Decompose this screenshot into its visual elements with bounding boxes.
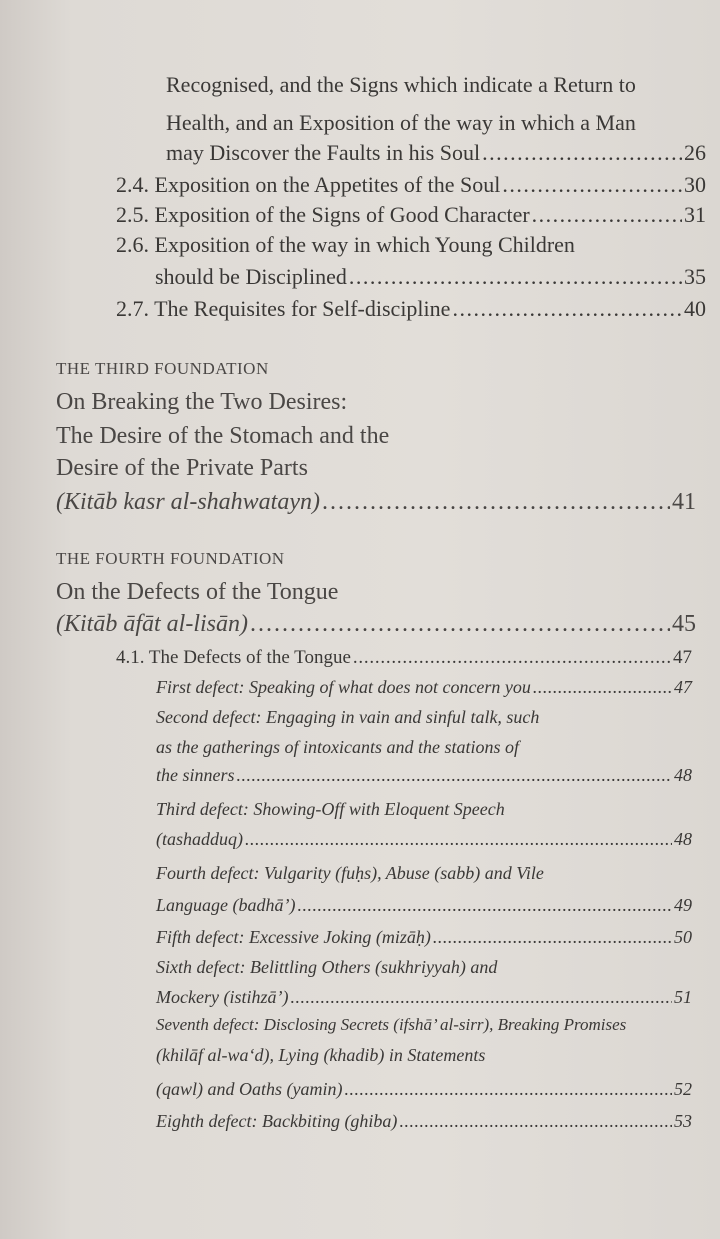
- defect-2-line1[interactable]: Second defect: Engaging in vain and sinful talk, such: [156, 707, 540, 727]
- dot-leader: [452, 298, 682, 320]
- dot-leader: [433, 928, 672, 946]
- toc-entry-text: Mockery (istihzā’): [156, 987, 289, 1007]
- dot-leader: [533, 678, 672, 696]
- dot-leader: [502, 174, 682, 196]
- third-foundation-title-3: Desire of the Private Parts: [56, 455, 308, 481]
- arabic-title: (Kitāb āfāt al-lisān): [56, 611, 248, 637]
- toc-entry-defect-6[interactable]: [156, 988, 692, 1006]
- toc-entry-text: 2.7. The Requisites for Self-discipline: [116, 296, 451, 321]
- defect-4-line1[interactable]: Fourth defect: Vulgarity (fuḥs), Abuse (sabb) and Vile: [156, 863, 544, 883]
- toc-entry-2-7[interactable]: [116, 298, 706, 320]
- page-number: 31: [684, 202, 706, 227]
- toc-entry-text: Fifth defect: Excessive Joking (mizāḥ): [156, 927, 431, 947]
- page-number: 47: [673, 647, 692, 668]
- dot-leader: [290, 988, 672, 1006]
- page-number: 48: [674, 765, 692, 785]
- third-foundation-label: THE THIRD FOUNDATION: [56, 359, 269, 378]
- toc-entry-2-4[interactable]: [116, 174, 706, 196]
- toc-entry-text: (qawl) and Oaths (yamin): [156, 1079, 343, 1099]
- intro-line-2: Health, and an Exposition of the way in which a Man: [166, 110, 636, 135]
- toc-entry-text: may Discover the Faults in his Soul: [166, 140, 481, 165]
- toc-entry-defect-4[interactable]: [156, 896, 692, 914]
- page-number: 26: [684, 140, 706, 165]
- defect-3-line1[interactable]: Third defect: Showing-Off with Eloquent Speech: [156, 799, 505, 819]
- page-number: 48: [674, 829, 692, 849]
- toc-entry-text: (tashadduq): [156, 829, 243, 849]
- dot-leader: [297, 896, 672, 914]
- toc-entry-text: Eighth defect: Backbiting (ghiba): [156, 1111, 398, 1131]
- toc-entry-text: 2.4. Exposition on the Appetites of the Soul: [116, 172, 501, 197]
- toc-entry-defect-2[interactable]: [156, 766, 692, 784]
- fourth-foundation-title: On the Defects of the Tongue: [56, 579, 339, 605]
- page-number: 53: [674, 1111, 692, 1131]
- dot-leader: [245, 830, 672, 848]
- defect-6-line1[interactable]: Sixth defect: Belittling Others (sukhriyyah) and: [156, 957, 498, 977]
- dot-leader: [399, 1112, 672, 1130]
- toc-entry-text: Language (badhā’): [156, 895, 296, 915]
- page-number: 49: [674, 895, 692, 915]
- toc-entry-text: the sinners: [156, 765, 235, 785]
- toc-entry-4-1[interactable]: [116, 648, 692, 667]
- toc-entry-2-6-line1[interactable]: 2.6. Exposition of the way in which Young Children: [116, 232, 575, 257]
- defect-7-line1[interactable]: Seventh defect: Disclosing Secrets (ifshā’ al-sirr), Breaking Promises: [156, 1015, 627, 1034]
- page-number: 41: [672, 489, 696, 515]
- toc-entry-text: should be Disciplined: [155, 264, 347, 289]
- page-number: 47: [674, 677, 692, 697]
- toc-entry-third-foundation[interactable]: [56, 490, 696, 514]
- dot-leader: [344, 1080, 672, 1098]
- toc-entry-defect-3[interactable]: [156, 830, 692, 848]
- dot-leader: [532, 204, 682, 226]
- arabic-title: (Kitāb kasr al-shahwatayn): [56, 489, 320, 515]
- page-number: 45: [672, 611, 696, 637]
- page-number: 30: [684, 172, 706, 197]
- defect-7-line2[interactable]: (khilāf al-wa‘d), Lying (khadib) in Statements: [156, 1045, 486, 1065]
- dot-leader: [482, 142, 682, 164]
- toc-entry-defect-7[interactable]: [156, 1080, 692, 1098]
- page-number: 40: [684, 296, 706, 321]
- toc-entry-text: 4.1. The Defects of the Tongue: [116, 647, 351, 668]
- toc-entry-defect-5[interactable]: [156, 928, 692, 946]
- toc-entry-text: 2.5. Exposition of the Signs of Good Character: [116, 202, 530, 227]
- dot-leader: [237, 766, 673, 784]
- defect-2-line2[interactable]: as the gatherings of intoxicants and the stations of: [156, 737, 519, 757]
- page-number: 52: [674, 1079, 692, 1099]
- toc-entry-text: First defect: Speaking of what does not concern you: [156, 677, 531, 697]
- toc-entry-fourth-foundation[interactable]: [56, 612, 696, 636]
- dot-leader: [353, 648, 671, 667]
- third-foundation-title-1: On Breaking the Two Desires:: [56, 389, 348, 415]
- page-number: 51: [674, 987, 692, 1007]
- page-number: 50: [674, 927, 692, 947]
- toc-entry-defect-1[interactable]: [156, 678, 692, 696]
- dot-leader: [250, 612, 670, 636]
- toc-entry-2-5[interactable]: [116, 204, 706, 226]
- toc-entry-defect-8[interactable]: [156, 1112, 692, 1130]
- toc-entry-2-6[interactable]: [155, 266, 706, 288]
- dot-leader: [322, 490, 670, 514]
- intro-line-1: Recognised, and the Signs which indicate a Return to: [166, 72, 636, 97]
- page-number: 35: [684, 264, 706, 289]
- dot-leader: [349, 266, 682, 288]
- third-foundation-title-2: The Desire of the Stomach and the: [56, 423, 390, 449]
- toc-entry-intro[interactable]: [166, 142, 706, 164]
- fourth-foundation-label: THE FOURTH FOUNDATION: [56, 549, 285, 568]
